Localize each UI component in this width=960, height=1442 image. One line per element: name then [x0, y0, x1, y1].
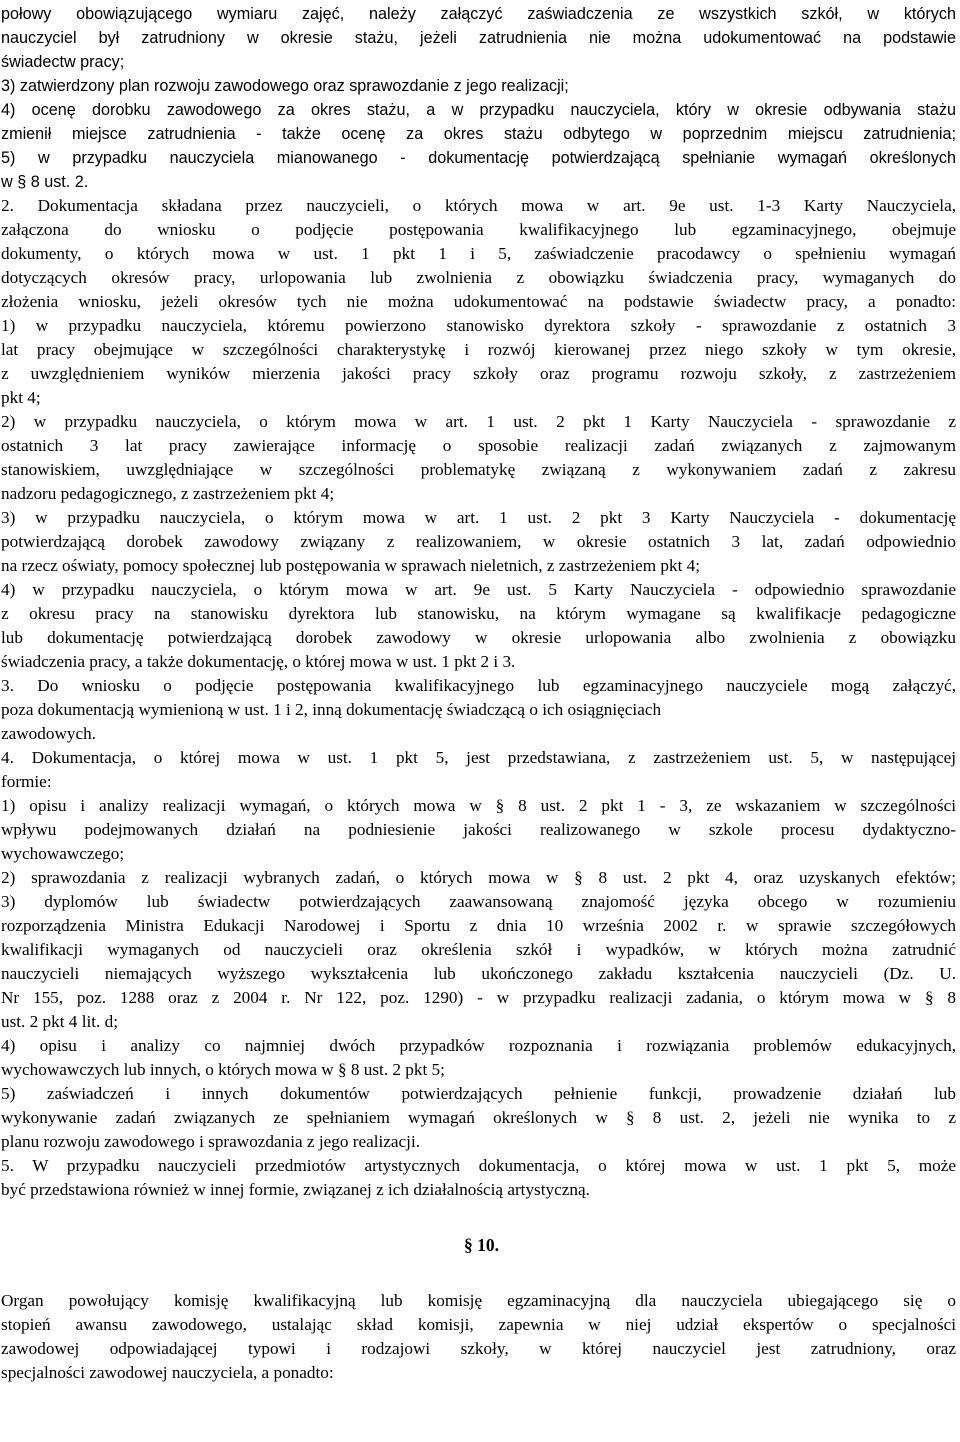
paragraph-line: 1) w przypadku nauczyciela, któremu powierzono stanowisko dyrektora szkoły - sprawozdanie z ostatnich 3: [1, 316, 956, 335]
paragraph-line: 2. Dokumentacja składana przez nauczycieli, o których mowa w art. 9e ust. 1-3 Karty Nauczyciela,: [1, 196, 956, 215]
paragraph-line: 5) zaświadczeń i innych dokumentów potwierdzających pełnienie funkcji, prowadzenie działań lub: [1, 1084, 956, 1103]
paragraph-line: dokumenty, o których mowa w ust. 1 pkt 1 i 5, zaświadczenie pracodawcy o spełnieniu wymagań: [1, 244, 956, 263]
paragraph-line: potwierdzającą dorobek zawodowy związany z realizowaniem, w okresie ostatnich 3 lat, zadań odpowiednio: [1, 532, 956, 551]
paragraph-line: zawodowej odpowiadającej typowi i rodzajowi szkoły, w której nauczyciel jest zatrudniony, oraz: [1, 1339, 956, 1358]
paragraph-line: złożenia wniosku, jeżeli okresów tych nie można udokumentować na podstawie świadectw pracy, a ponadto:: [1, 292, 956, 311]
paragraph-line: z okresu pracy na stanowisku dyrektora lub stanowisku, na którym wymagane są kwalifikacje pedagogiczne: [1, 604, 956, 623]
paragraph-line: lat pracy obejmujące w szczególności charakterystykę i rozwój kierowanej przez niego szkoły w tym okresie,: [1, 340, 956, 359]
paragraph-line: 3) dyplomów lub świadectw potwierdzających zaawansowaną znajomość języka obcego w rozumieniu: [1, 892, 956, 911]
paragraph-line: nadzoru pedagogicznego, z zastrzeżeniem pkt 4;: [1, 484, 335, 503]
paragraph-line: 2) w przypadku nauczyciela, o którym mowa w art. 1 ust. 2 pkt 1 Karty Nauczyciela - sprawozdanie z: [1, 412, 956, 431]
paragraph-line: połowy obowiązującego wymiaru zajęć, należy załączyć zaświadczenia ze wszystkich szkół, w których: [1, 5, 956, 23]
paragraph-line: Nr 155, poz. 1288 oraz z 2004 r. Nr 122, poz. 1290) - w przypadku realizacji zadania, o którym mowa w § 8: [1, 988, 956, 1007]
paragraph-line: zmienił miejsce zatrudnienia - także ocenę za okres stażu odbytego w poprzednim miejscu zatrudnienia;: [1, 125, 956, 143]
paragraph-line: w § 8 ust. 2.: [1, 173, 89, 191]
paragraph-line: stanowiskiem, uwzględniające w szczególności problematykę związaną z wykonywaniem zadań z zakresu: [1, 460, 956, 479]
paragraph-line: planu rozwoju zawodowego i sprawozdania z jego realizacji.: [1, 1132, 421, 1151]
paragraph-line: 4. Dokumentacja, o której mowa w ust. 1 pkt 5, jest przedstawiana, z zastrzeżeniem ust. 5, w następującej: [1, 748, 956, 767]
paragraph-line: formie:: [1, 772, 52, 791]
paragraph-line: ust. 2 pkt 4 lit. d;: [1, 1012, 118, 1031]
paragraph-line: 3. Do wniosku o podjęcie postępowania kwalifikacyjnego lub egzaminacyjnego nauczyciele mogą załączyć,: [1, 676, 956, 695]
paragraph-line: świadczenia pracy, a także dokumentację, o której mowa w ust. 1 pkt 2 i 3.: [1, 652, 516, 671]
paragraph-line: nauczyciel był zatrudniony w okresie stażu, jeżeli zatrudnienia nie można udokumentować na podstawie: [1, 29, 956, 47]
paragraph-line: 4) ocenę dorobku zawodowego za okres stażu, a w przypadku nauczyciela, który w okresie odbywania stażu: [1, 101, 956, 119]
paragraph-line: wychowawczych lub innych, o których mowa w § 8 ust. 2 pkt 5;: [1, 1060, 445, 1079]
paragraph-line: 3) w przypadku nauczyciela, o którym mowa w art. 1 ust. 2 pkt 3 Karty Nauczyciela - dokumentację: [1, 508, 956, 527]
paragraph-line: poza dokumentacją wymienioną w ust. 1 i 2, inną dokumentację świadczącą o ich osiągnięciach: [1, 700, 662, 719]
paragraph-line: 2) sprawozdania z realizacji wybranych zadań, o których mowa w § 8 ust. 2 pkt 4, oraz uzyskanych efektów;: [1, 868, 956, 887]
paragraph-line: świadectw pracy;: [1, 53, 125, 71]
paragraph-line: wpływu podejmowanych działań na podniesienie jakości realizowanego w szkole procesu dydaktyczno-: [1, 820, 956, 839]
paragraph-line: wykonywanie zadań związanych ze spełnianiem wymagań określonych w § 8 ust. 2, jeżeli nie wynika to z: [1, 1108, 956, 1127]
paragraph-line: specjalności zawodowej nauczyciela, a ponadto:: [1, 1363, 334, 1382]
paragraph-line: z uwzględnieniem wyników mierzenia jakości pracy szkoły oraz programu rozwoju szkoły, z zastrzeżeniem: [1, 364, 956, 383]
paragraph-line: załączona do wniosku o podjęcie postępowania kwalifikacyjnego lub egzaminacyjnego, obejmuje: [1, 220, 956, 239]
section-heading: § 10.: [464, 1235, 499, 1255]
paragraph-line: 1) opisu i analizy realizacji wymagań, o których mowa w § 8 ust. 2 pkt 1 - 3, ze wskazaniem w szczególności: [1, 796, 956, 815]
paragraph-line: być przedstawiona również w innej formie, związanej z ich działalnością artystyczną.: [1, 1180, 590, 1199]
paragraph-line: Organ powołujący komisję kwalifikacyjną lub komisję egzaminacyjną dla nauczyciela ubiegającego się o: [1, 1291, 956, 1310]
paragraph-line: stopień awansu zawodowego, ustalając skład komisji, zapewnia w niej udział ekspertów o specjalności: [1, 1315, 956, 1334]
paragraph-line: nauczycieli niemających wyższego wykształcenia lub ukończonego zakładu kształcenia nauczycieli (Dz. U.: [1, 964, 956, 983]
paragraph-line: 5) w przypadku nauczyciela mianowanego - dokumentację potwierdzającą spełnianie wymagań określonych: [1, 149, 956, 167]
paragraph-line: 4) opisu i analizy co najmniej dwóch przypadków rozpoznania i rozwiązania problemów edukacyjnych,: [1, 1036, 956, 1055]
paragraph-line: dotyczących okresów pracy, urlopowania lub zwolnienia z obowiązku świadczenia pracy, wymaganych do: [1, 268, 956, 287]
paragraph-line: wychowawczego;: [1, 844, 125, 863]
paragraph-line: ostatnich 3 lat pracy zawierające informację o sposobie realizacji zadań związanych z zajmowanym: [1, 436, 956, 455]
paragraph-line: pkt 4;: [1, 388, 41, 407]
paragraph-line: kwalifikacji wymaganych od nauczycieli oraz określenia szkół i wypadków, w których można zatrudnić: [1, 940, 956, 959]
paragraph-line: 5. W przypadku nauczycieli przedmiotów artystycznych dokumentacja, o której mowa w ust. 1 pkt 5, może: [1, 1156, 956, 1175]
paragraph-line: na rzecz oświaty, pomocy społecznej lub postępowania w sprawach nieletnich, z zastrzeżeniem pkt 4;: [1, 556, 701, 575]
paragraph-line: lub dokumentację potwierdzającą dorobek zawodowy w okresie urlopowania albo zwolnienia z obowiązku: [1, 628, 956, 647]
paragraph-line: 3) zatwierdzony plan rozwoju zawodowego oraz sprawozdanie z jego realizacji;: [1, 77, 569, 95]
paragraph-line: zawodowych.: [1, 724, 96, 743]
paragraph-line: 4) w przypadku nauczyciela, o którym mowa w art. 9e ust. 5 Karty Nauczyciela - odpowiednio sprawozdanie: [1, 580, 956, 599]
paragraph-line: rozporządzenia Ministra Edukacji Narodowej i Sportu z dnia 10 września 2002 r. w sprawie szczegółowych: [1, 916, 956, 935]
